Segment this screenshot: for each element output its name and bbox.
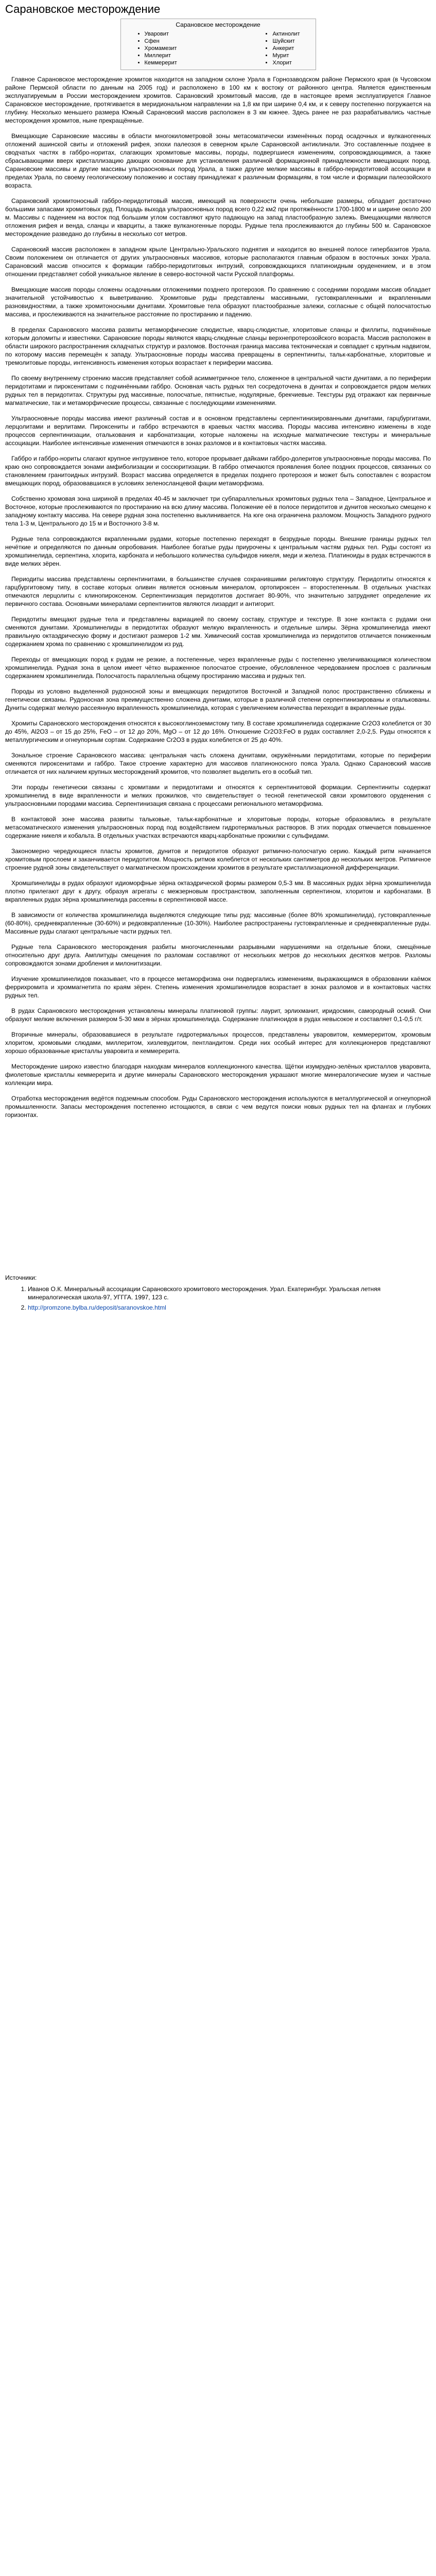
toc-item [145, 59, 177, 66]
toc-link[interactable]: Анкерит [272, 45, 294, 52]
paragraph: Вмещающие Сарановские массивы в области многокилометровой зоны метасоматически изменённых пород осадочных и вулканогенных отложений ашинской свиты и отложений рифея, эпохи палеозоя в северном крыле Сарановской антиклинали. Это составленные позднее в сводчатых частях в габбро-норитах, слагающих хромитовые массивы, породы, подвергшиеся изменениям, сопровождающимися, а также сбрасывающими вверх кристаллизацию дающих основание для установления различной формационной принадлежности вмещающих пород. Сарановские массивы и другие массивы ультраосновных пород Урала, а также другие мелкие массивы в габбро-перидотитовой ассоциации в пределах Урала, по своему геологическому положению и составу принадлежат к различным формациям, в том числе и формации палеозойского возраста. [5, 132, 431, 189]
toc-right-column [264, 30, 300, 66]
toc-link[interactable]: Мурит [272, 53, 289, 59]
toc-link[interactable]: Уваровит [144, 31, 169, 37]
paragraph: Изучение хромшпинелидов показывает, что в процессе метаморфизма они подвергались изменениям, выражающимся в образовании каёмок феррихромита и хроммагнетита по краям зёрен. Степень изменения хромшпинелидов возрастает в зонах разломов и в контактовых частях рудных тел. [5, 975, 431, 999]
paragraph: Хромиты Сарановского месторождения относятся к высокоглиноземистому типу. В составе хромшпинелида содержание Cr2O3 колеблется от 30 до 45%, Al2O3 – от 15 до 25%, FeO – от 12 до 20%, MgO – от 12 до 16%. Отношение Cr2O3:FeO в рудах составляет 2,0-2,5. Руды относятся к металлургическим и огнеупорным сортам. Содержание Cr2O3 в рудах колеблется от 25 до 40%. [5, 720, 431, 743]
paragraph: Габбро и габбро-нориты слагают крупное интрузивное тело, которое прорывает дайками габбро-долеритов ультраосновные породы массива. По краю оно сопровождается зонами амфиболизации и соссюритизации. В габбро отмечаются проявления более поздних процессов, связанных со становлением гранитоидных интрузий. Возраст массива определяется в пределах позднего протерозоя и может быть сопоставлен с возрастом вмещающих пород, образовавшихся в условиях зеленосланцевой фации метаморфизма. [5, 455, 431, 487]
paragraph: Эти породы генетически связаны с хромитами и перидотитами и относятся к серпентинитовой формации. Серпентиниты содержат хромшпинелид в виде вкрапленности и мелких прожилков, что свидетельствует о тесной генетической связи хромитового оруденения с ультраосновными породами массива. Серпентинизация связана с процессами регионального метаморфизма. [5, 784, 431, 807]
toc-item [145, 30, 177, 38]
toc-item [145, 38, 177, 45]
toc-item [272, 45, 300, 52]
toc-columns [136, 30, 300, 66]
paragraph: Закономерно чередующиеся пласты хромитов, дунитов и перидотитов образуют ритмично-полосчатую серию. Каждый ритм начинается хромитовым прослоем и заканчивается перидотитом. Мощность ритмов колеблется от нескольких сантиметров до нескольких метров. Ритмичное строение рудной зоны свидетельствует о магматическом происхождении хромитов в результате кристаллизационной дифференциации. [5, 848, 431, 871]
toc-link[interactable]: Сфен [144, 38, 160, 44]
paragraph: В зависимости от количества хромшпинелида выделяются следующие типы руд: массивные (более 80% хромшпинелида), густовкрапленные (60-80%), средневкрапленные (30-60%) и редковкрапленные (10-30%). Наиболее распространены густовкрапленные и средневкрапленные руды. Массивные руды слагают центральные части рудных тел. [5, 911, 431, 935]
toc-title: Сарановское месторождение [176, 21, 260, 28]
source-item [28, 1285, 431, 1301]
paragraph: Рудные тела сопровождаются вкрапленными рудами, которые постепенно переходят в безрудные породы. Внешние границы рудных тел нечёткие и определяются по данным опробования. Наиболее богатые руды приурочены к центральным частям рудных тел. Руды состоят из хромшпинелида, серпентина, хлорита, карбоната и небольшого количества сульфидов никеля, меди и железа. Платиноиды в рудах встречаются в виде мелких зёрен. [5, 535, 431, 567]
source-link[interactable]: http://promzone.bylba.ru/deposit/saranovskoe.html [28, 1304, 166, 1311]
paragraph: Главное Сарановское месторождение хромитов находится на западном склоне Урала в Горнозаводском районе Пермского края (в Чусовском районе Пермской области по данным на 2005 год) и расположено в 100 км к востоку от районного центра. Является единственным эксплуатируемым в России месторождением хромитов. Сарановский хромитовый массив, где в настоящее время эксплуатируется Главное Сарановское месторождение, протягивается в меридиональном направлении на 1,8 км при ширине 0,4 км, и к северу постепенно погружается на глубину. Несколько меньшего размера Южный Сарановский массив расположен в 3 км южнее. Здесь ранее не раз разрабатывались частные месторождения хромитов, ныне прекращённые. [5, 76, 431, 124]
toc-link[interactable]: Кеммерерит [144, 60, 177, 66]
paragraph: Собственно хромовая зона шириной в пределах 40-45 м заключает три субпараллельных хромитовых рудных тела – Западное, Центральное и Восточное, которые прослеживаются по простиранию на всю длину массива. Положение её в полосе перидотитов и дунитов несколько смещено к западному контакту массива. На севере рудная зона постепенно выклинивается. На юге она ограничена разломом. Мощность Западного рудного тела 1-3 м, Центрального до 15 м и Восточного 3-8 м. [5, 495, 431, 527]
toc-link[interactable]: Шуйскит [272, 38, 295, 44]
paragraph: Вторичные минералы, образовавшиеся в результате гидротермальных процессов, представлены уваровитом, кеммереритом, хромовым хлоритом, хромовыми слюдами, миллеритом, хизлевудитом, пентландитом. Среди них особый интерес для коллекционеров представляют хорошо образованные кристаллы уваровита и кеммерерита. [5, 1031, 431, 1055]
paragraph: Месторождение широко известно благодаря находкам минералов коллекционного качества. Щётки изумрудно-зелёных кристаллов уваровита, фиолетовые кристаллы кеммерерита и другие минералы Сарановского месторождения украшают многие минералогические музеи и частные коллекции мира. [5, 1063, 431, 1087]
paragraph: Сарановский массив расположен в западном крыле Центрально-Уральского поднятия и находится во внешней полосе гипербазитов Урала. Своим положением он отличается от других ультраосновных массивов, которые располагаются главным образом в восточных зонах Урала. Сарановский массив относится к формации габбро-перидотитовых интрузий, сопровождающихся платиноидным оруденением, и в этом отношении представляет собой уникальное явление в северо-восточной части Русской платформы. [5, 246, 431, 278]
paragraph: Перидотиты вмещают рудные тела и представлены вариацией по своему составу, структуре и текстуре. В зоне контакта с рудами они сменяются дунитами. Хромшпинелиды в перидотитах образуют мелкую вкрапленность и отдельные шлиры. Зёрна хромшпинелида имеют правильную октаэдрическую форму и достигают размеров 1-2 мм. Химический состав хромшпинелида из перидотитов отличается пониженным содержанием хрома по сравнению с хромшпинелидом из руд. [5, 616, 431, 648]
toc-link[interactable]: Миллерит [144, 53, 171, 59]
toc-item [145, 45, 177, 52]
paragraph: Хромшпинелиды в рудах образуют идиоморфные зёрна октаэдрической формы размером 0,5-3 мм. В массивных рудах зёрна хромшпинелида плотно прилегают друг к другу, образуя агрегаты с межзерновым пространством, заполненным серпентином, хлоритом и карбонатами. В вкрапленных рудах зёрна хромшпинелида рассеяны в серпентиновой массе. [5, 879, 431, 903]
sources-title: Источники: [5, 1274, 37, 1281]
table-of-contents [120, 19, 316, 70]
page [0, 2, 436, 1312]
paragraph: Сарановский хромитоносный габбро-перидотитовый массив, имеющий на поверхности очень небольшие размеры, обладает достаточно большими запасами хромитовых руд. Площадь выхода ультраосновных пород всего 0,22 км2 при протяжённости 1700-1800 м и ширине около 200 м. Массивы с падением на восток под большим углом составляют круто падающую на запад пластообразную залежь. Вмещающими являются отложения рифея и венда, сланцы и кварциты, а также вулканогенные породы. Рудные тела прослеживаются до глубины 500 м. Сарановское месторождение разведано до глубины в несколько сот метров. [5, 197, 431, 238]
toc-item [272, 30, 300, 38]
toc-item [145, 52, 177, 59]
paragraph: Переходы от вмещающих пород к рудам не резкие, а постепенные, через вкрапленные руды с постепенно увеличивающимся количеством хромшпинелида. Рудная зона в целом имеет чётко выраженное полосчатое строение, обусловленное чередованием прослоев с различным содержанием хромшпинелида. Полосчатость параллельна общему простиранию массива и рудных тел. [5, 656, 431, 680]
paragraph: Рудные тела Сарановского месторождения разбиты многочисленными разрывными нарушениями на отдельные блоки, смещённые относительно друг друга. Амплитуды смещения по разломам составляют от нескольких метров до нескольких десятков метров. Разломы сопровождаются зонами дробления и милонитизации. [5, 943, 431, 967]
toc-left-column [136, 30, 177, 66]
page-title: Сарановское месторождение [5, 3, 161, 15]
toc-item [272, 52, 300, 59]
toc-item [272, 59, 300, 66]
source-item [28, 1303, 431, 1312]
paragraph: В пределах Сарановского массива развиты метаморфические слюдистые, кварц-слюдистые, хлоритовые сланцы и филлиты, подчинённые которым доломиты и известняки. Сарановские породы являются кварц-слюдяные сланцы верхнепротерозойского возраста. Массив расположен в области широкого распространения складчатых структур и разломов. Восточная граница массива тектоническая и совпадает с крупным надвигом, по которому массив перемещён к западу. Ультраосновные породы массива превращены в серпентиниты, тальк-карбонатные, хлоритовые и тремолитовые породы, интенсивность изменения которых возрастает к периферии массива. [5, 326, 431, 366]
paragraph: По своему внутреннему строению массив представляет собой асимметричное тело, сложенное в центральной части дунитами, а по периферии перидотитами и пироксенитами с подчинёнными габбро. Основная часть рудных тел сосредоточена в дунитах и сопровождается рядом мелких рудных тел в перидотитах. Структуры руд массивные, полосчатые, пятнистые, нодулярные, брекчиевые. Текстуры руд отражают как первичные магматические, так и метаморфические процессы, связанные с последующими изменениями. [5, 375, 431, 406]
paragraph: Ультраосновные породы массива имеют различный состав и в основном представлены серпентинизированными дунитами, гарцбургитами, лерцолитами и верлитами. Пироксениты и габбро встречаются в краевых частях массива. Породы массива интенсивно изменены в ходе процессов серпентинизации, оталькования и карбонатизации, которые наложены на исходные магматические текстуры и минеральные ассоциации. Наиболее интенсивные изменения отмечаются в зонах разломов и в контактовых частях массива. [5, 415, 431, 447]
paragraph: Отработка месторождения ведётся подземным способом. Руды Сарановского месторождения используются в металлургической и огнеупорной промышленности. Запасы месторождения постепенно истощаются, в связи с чем ведутся поиски новых рудных тел на флангах и глубоких горизонтах. [5, 1095, 431, 1118]
sources-section [5, 1274, 431, 1312]
toc-link[interactable]: Актинолит [272, 31, 300, 37]
paragraph: Вмещающие массив породы сложены осадочными отложениями позднего протерозоя. По сравнению с соседними породами массив обладает значительной устойчивостью к выветриванию. Хромитовые руды представлены массивными, густовкрапленными и вкрапленными разновидностями, а также хромитоносными дунитами. Хромитовые тела образуют пластообразные залежи, согласные с общей полосчатостью массива, и прослеживаются на значительное расстояние по простиранию и падению. [5, 286, 431, 318]
paragraph: Периодиты массива представлены серпентинитами, в большинстве случаев сохранившими реликтовую структуру. Перидотиты относятся к гарцбургитовому типу, в составе которых оливин является основным минералом, ортопироксен – второстепенным. В отдельных участках отмечаются лерцолиты с клинопироксеном. Серпентинизация перидотитов достигает 80-90%, что значительно затрудняет определение их первичного состава. Основными минералами серпентинитов являются лизардит и антигорит. [5, 575, 431, 607]
article-body [5, 75, 431, 1119]
sources-list [5, 1285, 431, 1312]
paragraph: В рудах Сарановского месторождения установлены минералы платиновой группы: лаурит, эрлихманит, иридосмин, самородный осмий. Они образуют мелкие включения размером 5-30 мкм в зёрнах хромшпинелида. Содержание платиноидов в рудах невысокое и составляет 0,1-0,5 г/т. [5, 1007, 431, 1023]
toc-item [272, 38, 300, 45]
paragraph: В контактовой зоне массива развиты тальковые, тальк-карбонатные и хлоритовые породы, которые образовались в результате метасоматического изменения ультраосновных пород под воздействием гидротермальных растворов. В этих породах отмечается повышенное содержание никеля и кобальта. В отдельных участках встречаются кварц-карбонатные прожилки с сульфидами. [5, 816, 431, 839]
paragraph: Породы из условно выделенной рудоносной зоны и вмещающих перидотитов Восточной и Западной полос пространственно сближены и генетически связаны. Рудоносная зона преимущественно сложена дунитами, которые в различной степени серпентинизированы и оталькованы. Дуниты содержат мелкую рассеянную вкрапленность хромшпинелида, которая с увеличением количества переходит в вкрапленные руды. [5, 688, 431, 711]
source-text: Иванов О.К. Минеральный ассоциации Сарановского хромитового месторождения. Урал. Екатеринбург. Уральская летняя минералогическая школа-97, УГГГА. 1997, 123 с. [28, 1285, 381, 1301]
toc-link[interactable]: Хлорит [272, 60, 292, 66]
paragraph: Зональное строение Сарановского массива: центральная часть сложена дунитами, окружёнными перидотитами, которые по периферии сменяются пироксенитами и габбро. Такое строение характерно для массивов платиноносного пояса Урала. Однако Сарановский массив отличается от них наличием крупных месторождений хромитов, что позволяет выделить его в особый тип. [5, 752, 431, 775]
toc-link[interactable]: Хромамезит [144, 45, 177, 52]
